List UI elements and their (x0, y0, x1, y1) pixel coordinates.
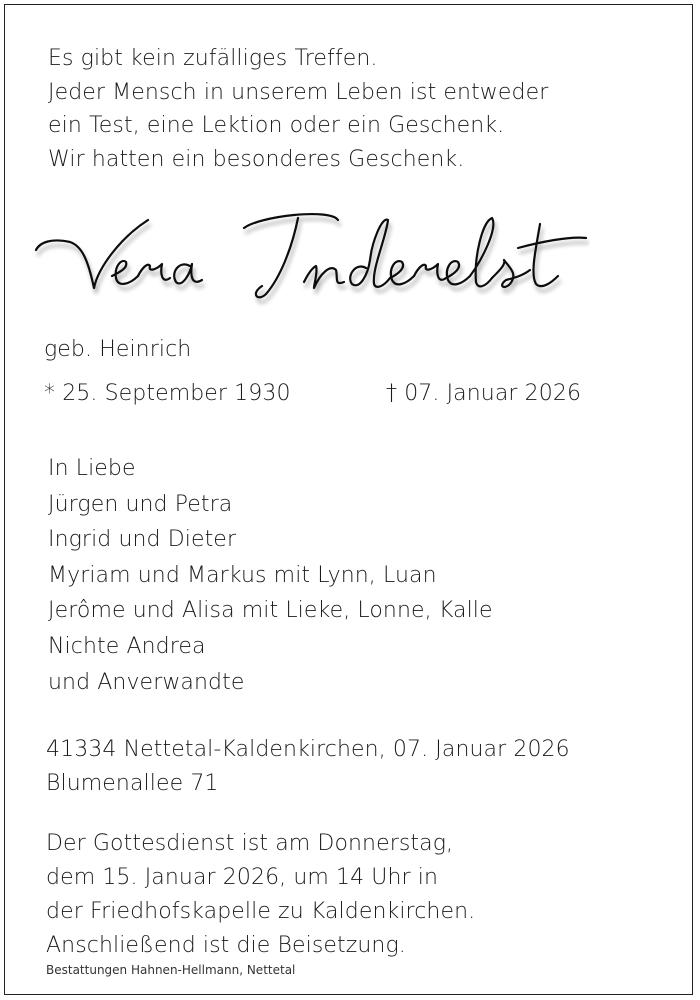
address-block (46, 733, 570, 800)
birth-name: geb. Heinrich (44, 337, 192, 362)
service-block (46, 827, 475, 963)
mourners-block (48, 451, 493, 700)
death-date: † 07. Januar 2026 (386, 381, 582, 406)
birth-date: * 25. September 1930 (44, 381, 291, 406)
quote-line: Jeder Mensch in unserem Leben ist entweder (48, 79, 549, 105)
address-line: 41334 Nettetal-Kaldenkirchen, 07. Januar 2026 (46, 737, 570, 762)
mourner-line: Jerôme und Alisa mit Lieke, Lonne, Kalle (48, 598, 493, 624)
service-line: dem 15. Januar 2026, um 14 Uhr in (46, 865, 439, 890)
mourner-line: Myriam und Markus mit Lynn, Luan (48, 562, 437, 588)
quote-block (48, 42, 548, 176)
address-line: Blumenallee 71 (46, 770, 219, 796)
quote-line: Wir hatten ein besonderes Geschenk. (48, 146, 465, 172)
service-line: der Friedhofskapelle zu Kaldenkirchen. (46, 899, 476, 924)
mourner-line: Ingrid und Dieter (48, 527, 237, 553)
service-line: Anschließend ist die Beisetzung. (46, 933, 406, 958)
service-line: Der Gottesdienst ist am Donnerstag, (46, 831, 454, 856)
mourner-line: Nichte Andrea (48, 633, 206, 659)
mourner-line: und Anverwandte (48, 669, 245, 695)
undertaker-credit: Bestattungen Hahnen-Hellmann, Nettetal (46, 963, 296, 977)
quote-line: Es gibt kein zufälliges Treffen. (48, 46, 378, 71)
quote-line: ein Test, eine Lektion oder ein Geschenk. (48, 113, 505, 138)
name-signature (30, 198, 590, 313)
mourner-line: Jürgen und Petra (48, 491, 233, 517)
mourner-line: In Liebe (48, 456, 136, 481)
